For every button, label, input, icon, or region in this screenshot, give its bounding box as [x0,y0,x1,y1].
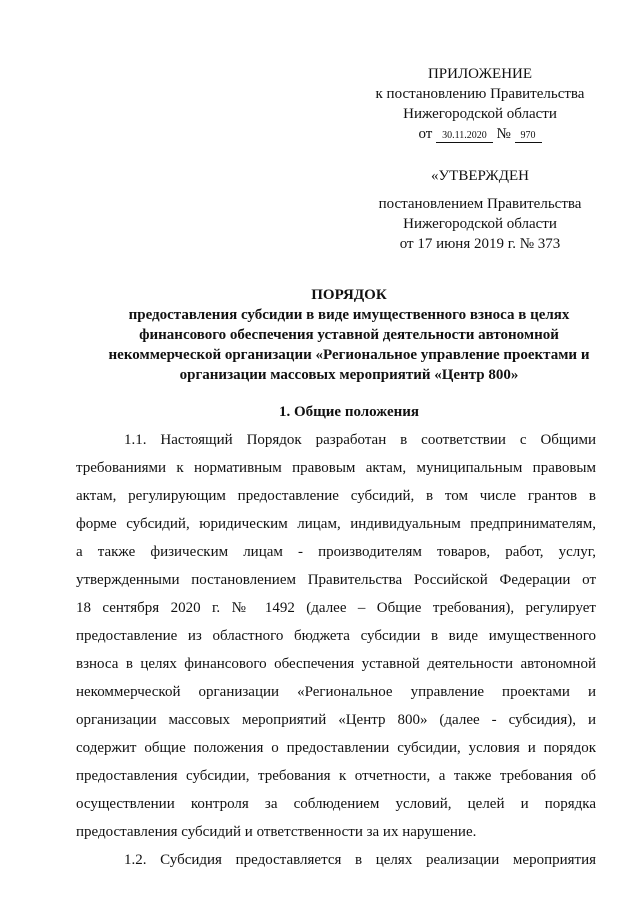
paragraph-line: осуществлении контроля за соблюдением условий, целей и порядка [76,796,596,812]
document-title-line: организации массовых мероприятий «Центр 800» [179,367,519,383]
paragraph-line: 1.2. Субсидия предоставляется в целях реализации мероприятия [124,852,596,868]
paragraph-line: 18 сентября 2020 г. № 1492 (далее – Общие требования), регулирует [76,600,596,616]
appendix-line-1: к постановлению Правительства [375,86,585,102]
appendix-block [330,64,630,144]
paragraph-line: содержит общие положения о предоставлении субсидии, условия и порядок [76,740,596,756]
paragraph-line: 1.1. Настоящий Порядок разработан в соответствии с Общими [124,432,596,448]
paragraph-line: организации массовых мероприятий «Центр 800» (далее - субсидия), и [76,712,596,728]
appendix-date-value: 30.11.2020 [436,130,493,143]
appendix-date-prefix: от [418,126,433,142]
approved-block [330,166,630,254]
appendix-date-line [330,124,630,144]
paragraph-line: требованиями к нормативным правовым актам, муниципальным правовым [76,460,596,476]
paragraph-line: некоммерческой организации «Региональное управление проектами и [76,684,596,700]
paragraph-line: предоставления субсидий и ответственности за их нарушение. [76,824,477,840]
approved-line-3: от 17 июня 2019 г. № 373 [399,236,561,252]
document-title-line: финансового обеспечения уставной деятельности автономной [139,327,559,343]
approved-line-2: Нижегородской области [403,216,557,232]
approved-line-1: постановлением Правительства [378,196,582,212]
paragraph-line: актам, регулирующим предоставление субсидий, в том числе грантов в [76,488,596,504]
section-heading: 1. Общие положения [278,404,420,420]
document-title-line: некоммерческой организации «Региональное управление проектами и [108,347,590,363]
paragraph-line: предоставления субсидии, требования к отчетности, а также требования об [76,768,596,784]
appendix-line-2: Нижегородской области [403,106,557,122]
paragraph-line: форме субсидий, юридическим лицам, индивидуальным предпринимателям, [76,516,596,532]
document-heading: ПОРЯДОК [311,287,387,303]
paragraph-line: утвержденными постановлением Правительства Российской Федерации от [76,572,596,588]
paragraph-line: а также физическим лицам - производителям товаров, работ, услуг, [76,544,596,560]
appendix-number-value: 970 [515,130,542,143]
paragraph-line: предоставление из областного бюджета субсидии в виде имущественного [76,628,596,644]
appendix-title: ПРИЛОЖЕНИЕ [427,66,533,82]
document-title [60,285,638,385]
paragraph-line: взноса в целях финансового обеспечения уставной деятельности автономной [76,656,596,672]
appendix-number-sign: № [496,126,511,142]
section-body [76,426,596,874]
document-title-line: предоставления субсидии в виде имущественного взноса в целях [128,307,570,323]
approved-title: «УТВЕРЖДЕН [431,168,529,184]
